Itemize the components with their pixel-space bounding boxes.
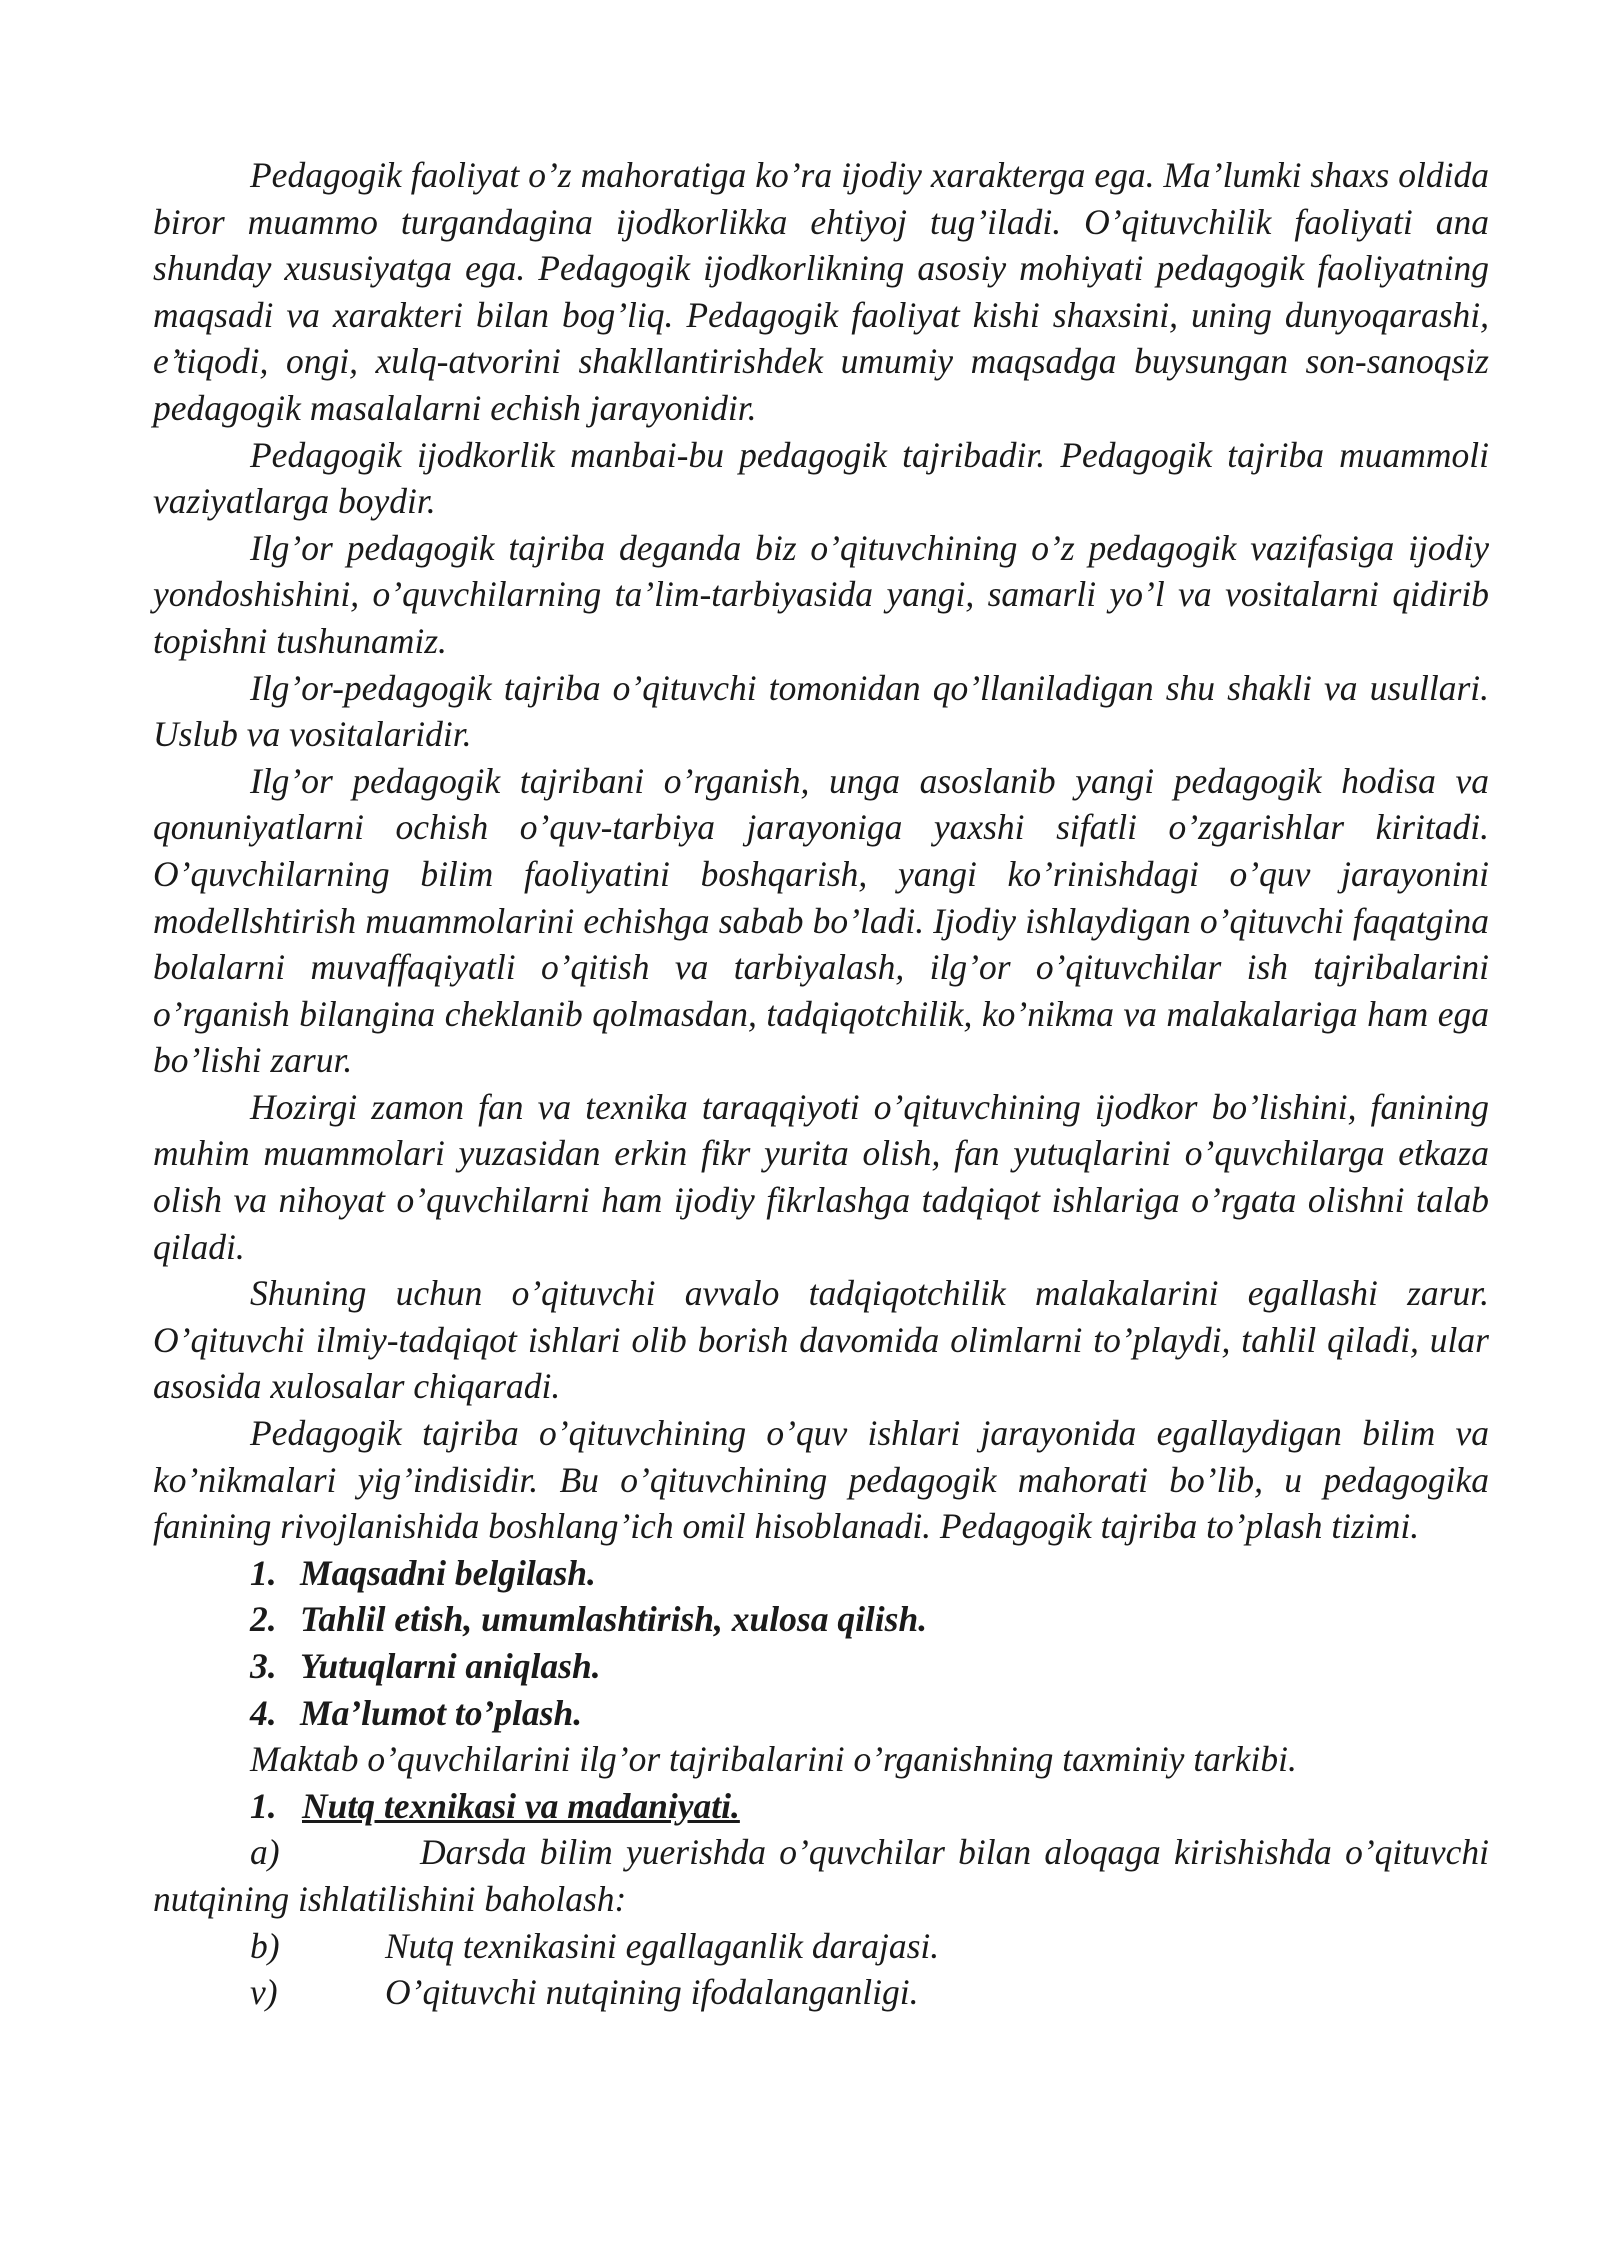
list-item-text: Ma’lumot to’plash. xyxy=(300,1692,583,1733)
subitem xyxy=(153,1923,1489,1970)
section-heading xyxy=(153,1783,1489,1830)
steps-list xyxy=(153,1550,1489,1736)
paragraph-advanced-experience: Ilg’or pedagogik tajriba deganda biz o’qituvchining o’z pedagogik vazifasiga ijodiy yondoshishini, o’quvchilarning ta’lim-tarbiyasida yangi, samarli yo’l va vositalarni qidirib topishni tushunamiz. xyxy=(153,527,1489,661)
section-title: Nutq texnikasi va madaniyati. xyxy=(302,1785,740,1826)
list-item xyxy=(153,1690,1489,1737)
subitem-marker: a) xyxy=(250,1832,280,1873)
subitem-text: Nutq texnikasini egallaganlik darajasi. xyxy=(385,1925,940,1966)
list-item-number: 2. xyxy=(250,1599,277,1640)
structure-intro: Maktab o’quvchilarini ilg’or tajribalarini o’rganishning taxminiy tarkibi. xyxy=(250,1739,1297,1780)
paragraph-experience-system: Pedagogik tajriba o’qituvchining o’quv ishlari jarayonida egallaydigan bilim va ko’nikmalari yig’indisidir. Bu o’qituvchining pedagogik mahorati bo’lib, u pedagogika fanining rivojlanishida boshlang’ich omil hisoblanadi. Pedagogik tajriba to’plash tizimi. xyxy=(153,1413,1489,1547)
list-item xyxy=(153,1643,1489,1690)
list-item xyxy=(153,1596,1489,1643)
subitem-marker: b) xyxy=(250,1925,280,1966)
list-item-text: Maqsadni belgilash. xyxy=(300,1552,596,1593)
list-item-number: 3. xyxy=(250,1646,277,1686)
subitem-text: Darsda bilim yuerishda o’quvchilar bilan aloqaga kirishishda o’qituvchi nutqining ishlatilishini baholash: xyxy=(153,1832,1489,1919)
paragraph-modern-era: Hozirgi zamon fan va texnika taraqqiyoti o’qituvchining ijodkor bo’lishini, fanining muhim muammolari yuzasidan erkin fikr yurita olish, fan yutuqlarini o’quvchilarga etkaza olish va nihoyat o’quvchilarni ham ijodiy fikrlashga tadqiqot ishlariga o’rgata olishni talab qiladi. xyxy=(153,1086,1489,1267)
list-item-number: 4. xyxy=(250,1692,277,1733)
list-item xyxy=(153,1550,1489,1597)
paragraph-methods: Ilg’or-pedagogik tajriba o’qituvchi tomonidan qo’llaniladigan shu shakli va usullari. Uslub va vositalaridir. xyxy=(153,667,1489,755)
section-number: 1. xyxy=(250,1785,277,1826)
subitem-text: O’qituvchi nutqining ifodalanganligi. xyxy=(385,1972,919,2013)
subitem xyxy=(153,1829,1489,1922)
document-page xyxy=(153,152,1489,2016)
paragraph-source: Pedagogik ijodkorlik manbai-bu pedagogik tajribadir. Pedagogik tajriba muammoli vaziyatlarga boydir. xyxy=(153,434,1489,522)
paragraph-study: Ilg’or pedagogik tajribani o’rganish, unga asoslanib yangi pedagogik hodisa va qonuniyatlarni ochish o’quv-tarbiya jarayoniga yaxshi sifatli o’zgarishlar kiritadi. O’quvchilarning bilim faoliyatini boshqarish, yangi ko’rinishdagi o’quv jarayonini modellshtirish muammolarini echishga sabab bo’ladi. Ijodiy ishlaydigan o’qituvchi faqatgina bolalarni muvaffaqiyatli o’qitish va tarbiyalash, ilg’or o’qituvchilar ish tajribalarini o’rganish bilangina cheklanib qolmasdan, tadqiqotchilik, ko’nikma va malakalariga ham ega bo’lishi zarur. xyxy=(153,760,1489,1081)
list-item-text: Yutuqlarni aniqlash. xyxy=(300,1646,601,1686)
list-item-number: 1. xyxy=(250,1552,277,1593)
subitem-marker: v) xyxy=(250,1972,278,2013)
paragraph-research-skills: Shuning uchun o’qituvchi avvalo tadqiqotchilik malakalarini egallashi zarur. O’qituvchi ilmiy-tadqiqot ishlari olib borish davomida olimlarni to’playdi, tahlil qiladi, ular asosida xulosalar chiqaradi. xyxy=(153,1273,1489,1407)
subitem xyxy=(153,1969,1489,2016)
list-item-text: Tahlil etish, umumlashtirish, xulosa qilish. xyxy=(300,1599,928,1640)
paragraph-creativity: Pedagogik faoliyat o’z mahoratiga ko’ra ijodiy xarakterga ega. Ma’lumki shaxs oldida biror muammo turgandagina ijodkorlikka ehtiyoj tug’iladi. O’qituvchilik faoliyati ana shunday xususiyatga ega. Pedagogik ijodkorlikning asosiy mohiyati pedagogik faoliyatning maqsadi va xarakteri bilan bog’liq. Pedagogik faoliyat kishi shaxsini, uning dunyoqarashi, e’tiqodi, ongi, xulq-atvorini shakllantirishdek umumiy maqsadga buysungan son-sanoqsiz pedagogik masalalarni echish jarayonidir. xyxy=(153,155,1489,428)
